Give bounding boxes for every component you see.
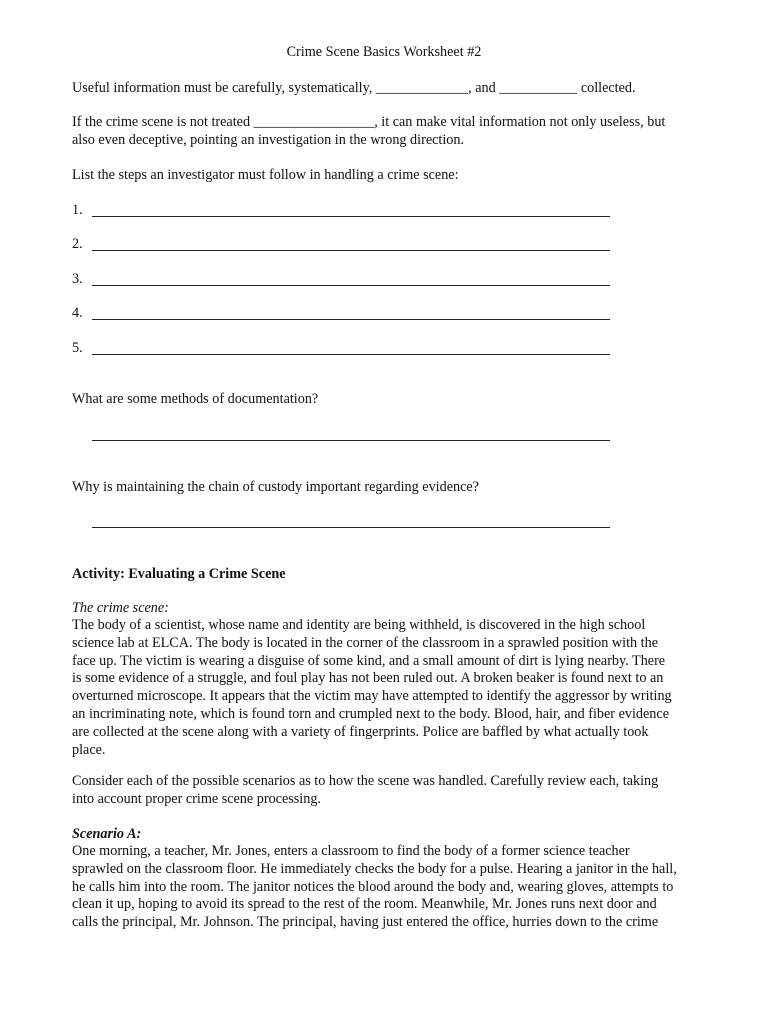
answer-line-step-2[interactable] xyxy=(92,250,610,251)
paragraph-line: Consider each of the possible scenarios as to how the scene was handled. Carefully review each, taking xyxy=(72,773,659,789)
paragraph-line: clean it up, hoping to avoid its spread to the rest of the room. Meanwhile, Mr. Jones runs next door and xyxy=(72,896,657,913)
answer-line-step-3[interactable] xyxy=(92,285,610,286)
paragraph-line: The body of a scientist, whose name and identity are being withheld, is discovered in the high school xyxy=(72,617,646,633)
activity-heading: Activity: Evaluating a Crime Scene xyxy=(72,566,286,582)
paragraph-line: an incriminating note, which is found torn and crumpled next to the body. Blood, hair, and fiber evidence xyxy=(72,705,669,722)
answer-line-chain-of-custody[interactable] xyxy=(92,527,610,528)
scenario-a-label: Scenario A: xyxy=(72,826,142,842)
paragraph-line: overturned microscope. It appears that the victim may have attempted to identify the aggressor by writing xyxy=(72,688,672,705)
paragraph-line: he calls him into the room. The janitor notices the blood around the body and, wearing gloves, attempts to xyxy=(72,878,674,895)
question-line: If the crime scene is not treated _________________, it can make vital information not only useless, but xyxy=(72,114,666,130)
paragraph-line: face up. The victim is wearing a disguise of some kind, and a small amount of dirt is lying nearby. There xyxy=(72,652,666,669)
step-number-2: 2. xyxy=(72,236,83,252)
paragraph-line: are collected at the scene along with a variety of fingerprints. Police are baffled by what actually took xyxy=(72,723,649,740)
paragraph-line: is some evidence of a struggle, and foul play has not been ruled out. A broken beaker is found next to an xyxy=(72,670,664,687)
question-crime-scene-treated xyxy=(72,114,712,150)
step-number-3: 3. xyxy=(72,271,83,287)
answer-line-step-1[interactable] xyxy=(92,216,610,217)
crime-scene-paragraph xyxy=(72,617,712,759)
answer-line-step-5[interactable] xyxy=(92,354,610,355)
question-line: also even deceptive, pointing an investigation in the wrong direction. xyxy=(72,131,465,148)
scenario-a-paragraph xyxy=(72,843,712,932)
paragraph-line: science lab at ELCA. The body is located in the corner of the classroom in a sprawled position with the xyxy=(72,634,658,651)
paragraph-line: into account proper crime scene processing. xyxy=(72,790,321,807)
answer-line-documentation[interactable] xyxy=(92,440,610,441)
question-list-steps: List the steps an investigator must follow in handling a crime scene: xyxy=(72,167,459,183)
consider-paragraph xyxy=(72,773,712,809)
page-title: Crime Scene Basics Worksheet #2 xyxy=(286,44,482,60)
question-documentation: What are some methods of documentation? xyxy=(72,391,319,407)
paragraph-line: place. xyxy=(72,741,106,758)
paragraph-line: One morning, a teacher, Mr. Jones, enters a classroom to find the body of a former science teacher xyxy=(72,843,630,859)
question-useful-information: Useful information must be carefully, systematically, _____________, and ___________ collected. xyxy=(72,80,636,96)
crime-scene-label: The crime scene: xyxy=(72,600,169,616)
step-number-5: 5. xyxy=(72,340,83,356)
paragraph-line: calls the principal, Mr. Johnson. The principal, having just entered the office, hurries down to the crime xyxy=(72,914,659,931)
paragraph-line: sprawled on the classroom floor. He immediately checks the body for a pulse. Hearing a janitor in the hall, xyxy=(72,860,677,877)
question-chain-of-custody: Why is maintaining the chain of custody important regarding evidence? xyxy=(72,479,479,495)
answer-line-step-4[interactable] xyxy=(92,319,610,320)
step-number-1: 1. xyxy=(72,202,83,218)
step-number-4: 4. xyxy=(72,305,83,321)
